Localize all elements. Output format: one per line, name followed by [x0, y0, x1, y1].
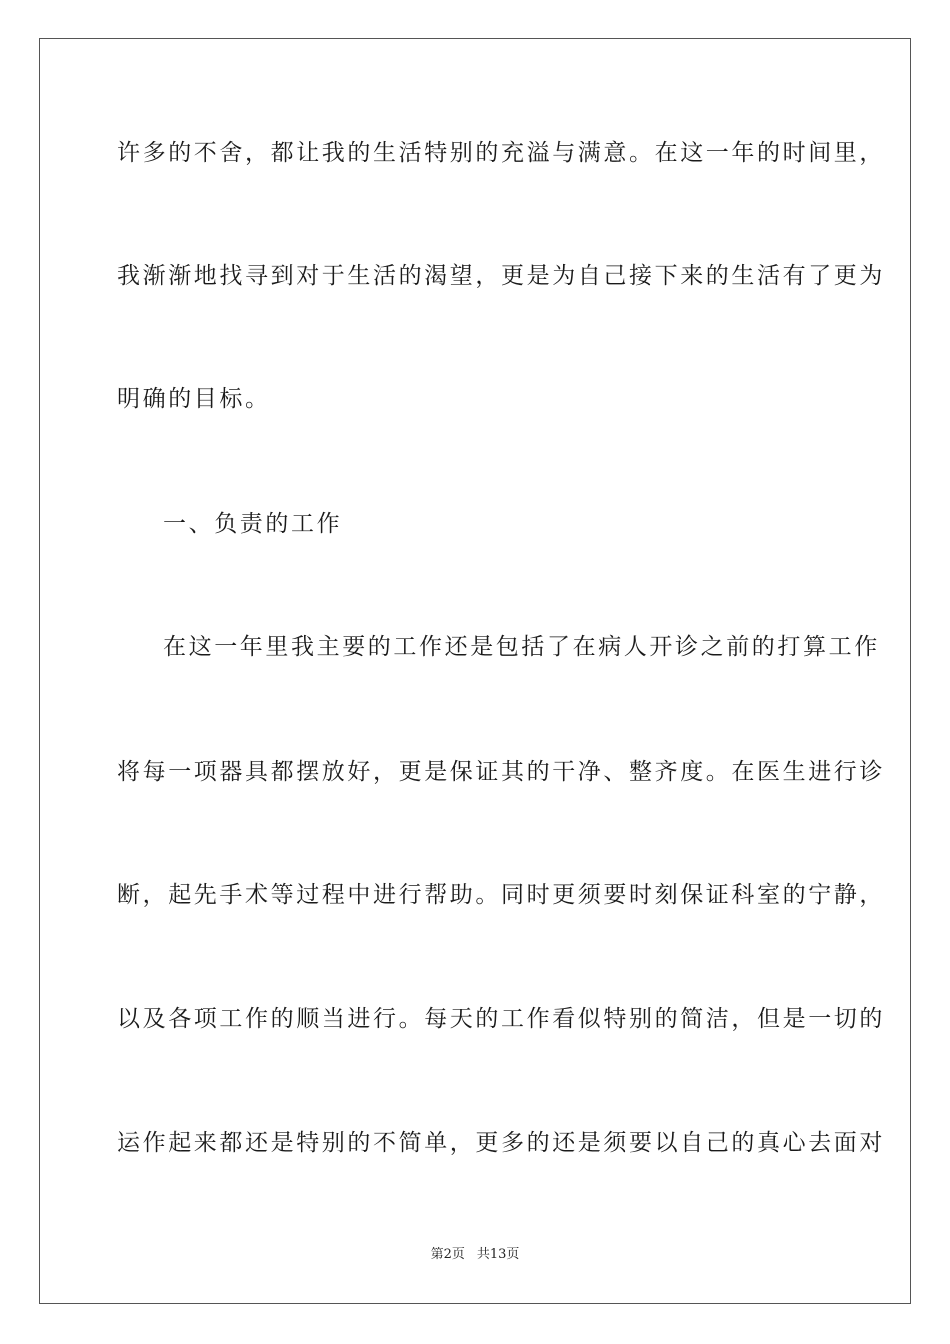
page-footer	[0, 1246, 950, 1264]
body-text-line-2: 我渐渐地找寻到对于生活的渴望，更是为自己接下来的生活有了更为	[117, 263, 885, 289]
body-text-line-1: 许多的不舍，都让我的生活特别的充溢与满意。在这一年的时间里，	[117, 140, 885, 166]
body-text-line-9: 运作起来都还是特别的不简单，更多的还是须要以自己的真心去面对	[117, 1130, 885, 1156]
page-border	[39, 38, 911, 1304]
body-text-line-7: 断，起先手术等过程中进行帮助。同时更须要时刻保证科室的宁静，	[117, 882, 885, 908]
body-text-line-6: 将每一项器具都摆放好，更是保证其的干净、整齐度。在医生进行诊	[117, 759, 885, 785]
body-text-line-5: 在这一年里我主要的工作还是包括了在病人开诊之前的打算工作	[163, 634, 880, 660]
body-text-line-3: 明确的目标。	[117, 386, 271, 412]
section-heading: 一、负责的工作	[163, 511, 343, 537]
body-text-line-8: 以及各项工作的顺当进行。每天的工作看似特别的简洁，但是一切的	[117, 1006, 885, 1032]
page-total: 共13页	[476, 1247, 520, 1262]
page-number: 第2页	[430, 1247, 465, 1262]
